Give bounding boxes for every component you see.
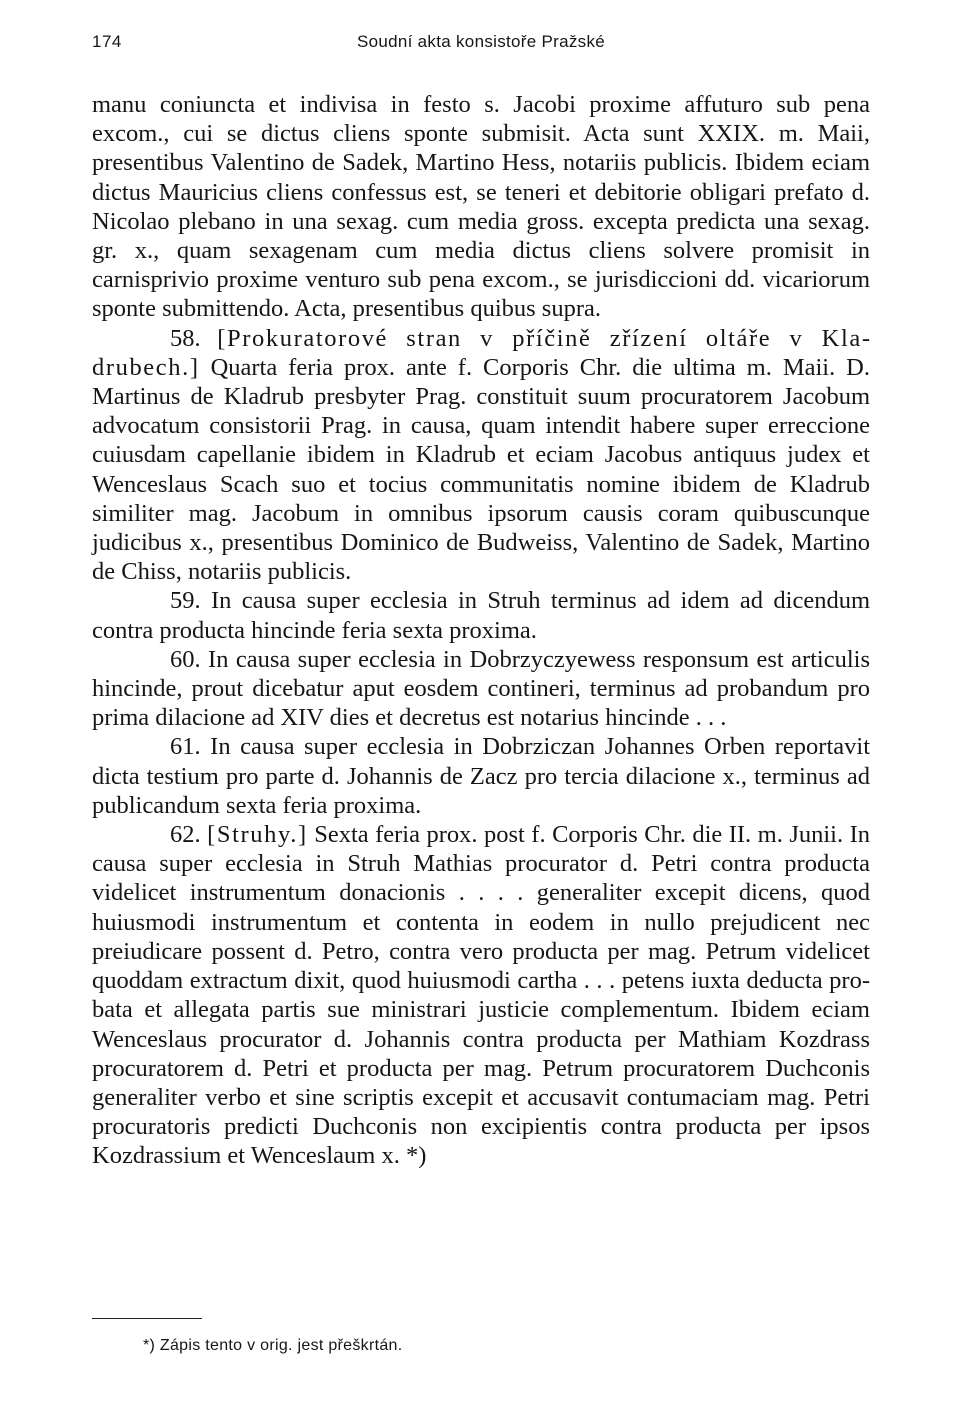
- continuation-paragraph: manu coniuncta et indivisa in festo s. Jacobi proxime affuturo sub pena excom., cui se dictus cliens sponte submisit. Acta sunt XXIX. m. Maii, presentibus Valentino de Sadek, Martino Hess, notariis publicis. Ibidem eciam dictus Mauricius cliens confessus est, se teneri et debitorie obligari prefato d. Nicolao plebano in una sexag. cum media gross. excepta predicta una sexag. gr. x., quam sexagenam cum media dictus cliens solvere promisit in carnisprivio proxime venturo sub pena excom., se jurisdiccioni dd. vicariorum sponte submittendo. Acta, presentibus quibus supra.: [92, 91, 870, 323]
- entry-60: [92, 645, 870, 733]
- entry-number: 60.: [170, 645, 201, 673]
- entry-59: [92, 586, 870, 644]
- entry-61: [92, 732, 870, 820]
- entry-number: 59.: [170, 587, 201, 615]
- entry-number: 58.: [170, 324, 201, 352]
- entry-text: In causa super ecclesia in Struh terminus ad idem ad dicendum contra producta hincinde feria sexta proxima.: [92, 587, 871, 644]
- entry-heading: [Prokuratorové stran v příčině zřízení oltáře v Kladrubech.]: [92, 324, 870, 381]
- entry-text: In causa super ecclesia in Dobrzyczyewess responsum est articulis hincinde, prout dicebatur aput eosdem contineri, terminus ad probandum pro prima dilacione ad XIV dies et decretus est notarius hincinde . . .: [92, 645, 870, 732]
- entry-text: Quarta feria prox. ante f. Corporis Chr. die ultima m. Maii. D. Martinus de Kladrub presbyter Prag. constituit suum procuratorem Jacobum advocatum consistorii Prag. in causa, quam intendit habere super erreccione cuiusdam capellanie ibidem in Kladrub et eciam Jacobus antiquus judex et Wenceslaus Scach suo et tocius communitatis nomine ibidem de Kladrub similiter mag. Jacobum in omnibus ipsorum causis coram quibuscunque judicibus x., presentibus Dominico de Budweiss, Valentino de Sadek, Martino de Chiss, notariis publicis.: [92, 353, 871, 586]
- footnote: *) Zápis tento v orig. jest přeškrtán.: [143, 1337, 403, 1354]
- footnote-rule: [92, 1318, 202, 1319]
- running-title: Soudní akta konsistoře Pražské: [356, 32, 606, 51]
- entry-text: In causa super ecclesia in Dobrziczan Johannes Orben reportavit dicta testium pro parte d. Johannis de Zacz pro tercia dilacione x., terminus ad publicandum sexta feria proxima.: [92, 733, 870, 819]
- entry-62: [92, 820, 870, 1170]
- entry-number: 62.: [170, 821, 201, 849]
- entry-number: 61.: [170, 733, 201, 761]
- entry-58: [92, 324, 870, 587]
- page-number: 174: [92, 32, 122, 51]
- entry-text: Sexta feria prox. post f. Corporis Chr. die II. m. Junii. In causa super ecclesia in Struh Mathias procurator d. Petri contra producta videlicet instrumentum donacionis . . . . generaliter excepit dicens, quod huiusmodi instrumentum et contenta in eodem in nullo prejudicent nec preiudicare possent d. Petro, contra vero producta per mag. Petrum videlicet quoddam extractum dixit, quod huiusmodi cartha . . . petens iuxta deducta probata et allegata partis sue ministrari justicie complementum. Ibidem eciam Wenceslaus procurator d. Johannis contra producta per Mathiam Kozdrass procuratorem d. Petri et producta per mag. Petrum procuratorem Duchconis generaliter verbo et sine scriptis excepit et accusavit contumaciam mag. Petri procuratoris predicti Duchconis non excipientis contra producta per ipsos Kozdrassium et Wenceslaum x. *): [92, 821, 870, 1170]
- entry-heading: [Struhy.]: [207, 821, 308, 849]
- page-header: [92, 22, 870, 50]
- body-text: [92, 90, 870, 1171]
- book-page: [92, 22, 870, 1171]
